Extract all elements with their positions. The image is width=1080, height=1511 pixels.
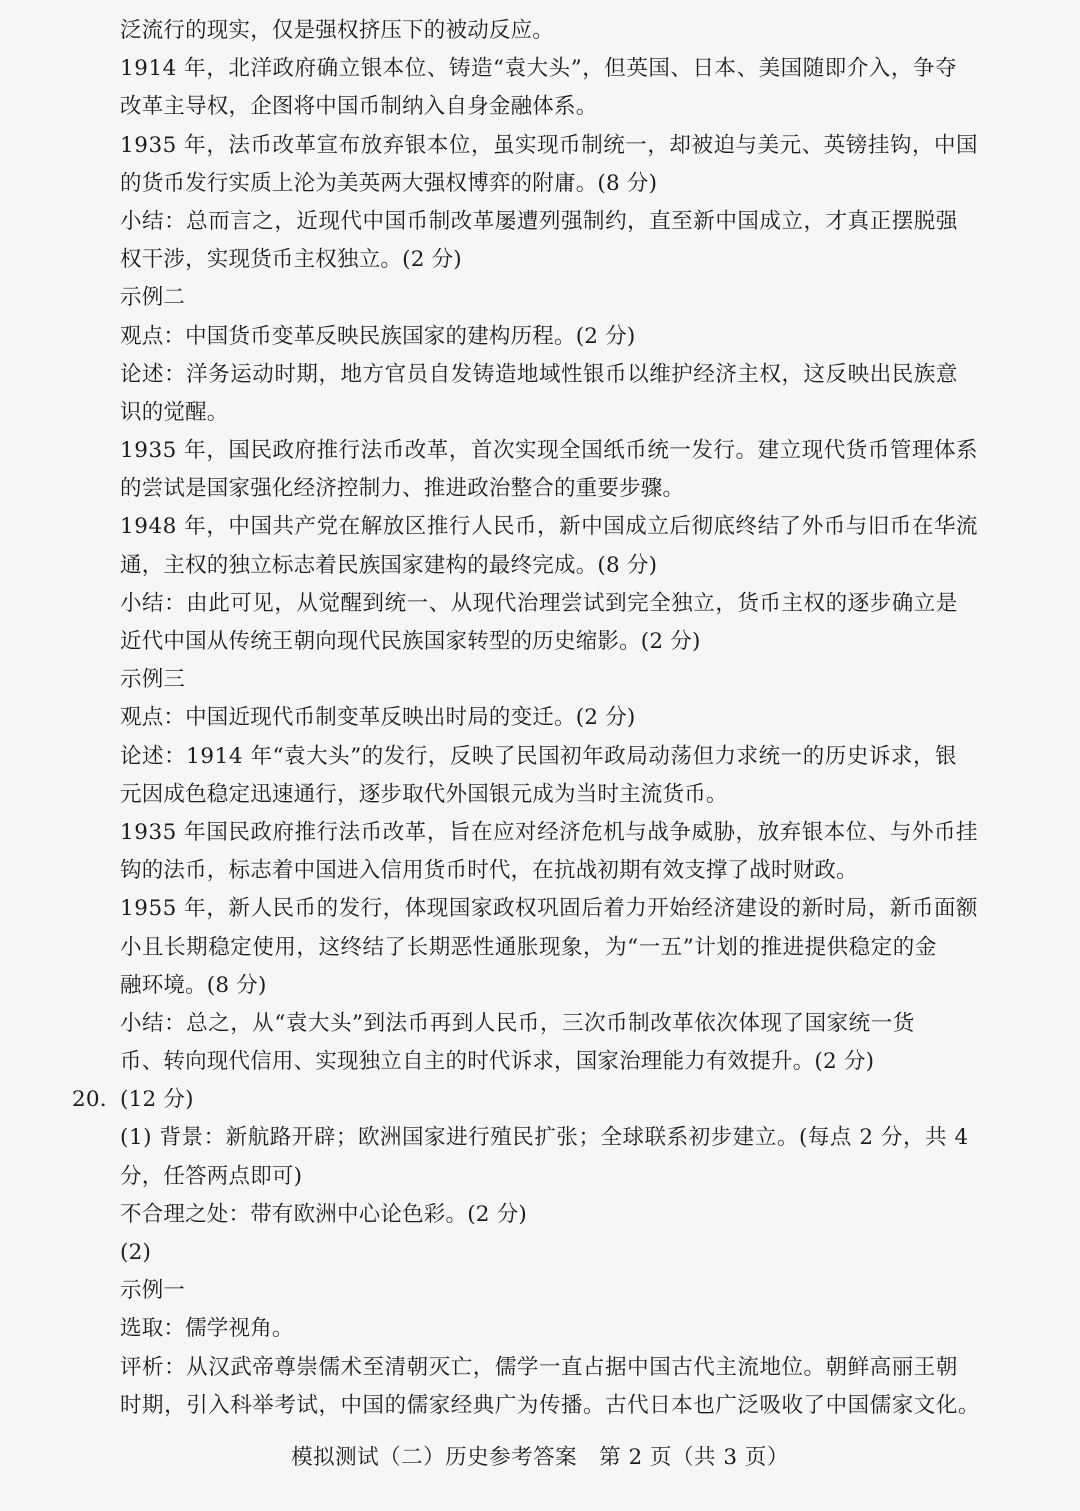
text-line: (1) 背景：新航路开辟；欧洲国家进行殖民扩张；全球联系初步建立。(每点 2 分，共 4 <box>120 1125 969 1151</box>
text-line: 观点：中国近现代币制变革反映出时局的变迁。(2 分) <box>120 705 636 731</box>
text-line: 1914 年，北洋政府确立银本位、铸造“袁大头”，但英国、日本、美国随即介入，争夺 <box>120 56 958 82</box>
text-line: 论述：洋务运动时期，地方官员自发铸造地域性银币以维护经济主权，这反映出民族意 <box>120 361 958 387</box>
text-line: 小结：由此可见，从觉醒到统一、从现代治理尝试到完全独立，货币主权的逐步确立是 <box>120 590 958 616</box>
text-line: 1935 年国民政府推行法币改革，旨在应对经济危机与战争威胁，放弃银本位、与外币挂 <box>120 819 979 845</box>
text-line: 币、转向现代信用、实现独立自主的时代诉求，国家治理能力有效提升。(2 分) <box>120 1049 875 1075</box>
text-line: 的货币发行实质上沦为美英两大强权博弈的附庸。(8 分) <box>120 170 658 196</box>
text-line: 改革主导权，企图将中国币制纳入自身金融体系。 <box>120 94 598 120</box>
text-line: 论述：1914 年“袁大头”的发行，反映了民国初年政局动荡但力求统一的历史诉求，银 <box>120 743 958 769</box>
question-score: (12 分) <box>120 1087 194 1113</box>
text-line: 1935 年，国民政府推行法币改革，首次实现全国纸币统一发行。建立现代货币管理体系 <box>120 438 979 464</box>
text-line: 小且长期稳定使用，这终结了长期恶性通胀现象，为“一五”计划的推进提供稳定的金 <box>120 934 937 960</box>
text-line: 的尝试是国家强化经济控制力、推进政治整合的重要步骤。 <box>120 476 685 502</box>
text-line: 观点：中国货币变革反映民族国家的建构历程。(2 分) <box>120 323 636 349</box>
text-line: 泛流行的现实，仅是强权挤压下的被动反应。 <box>120 18 555 43</box>
example-heading: 示例二 <box>120 285 186 311</box>
example-heading: 示例一 <box>120 1278 186 1304</box>
question-20-header <box>0 1081 1080 1119</box>
text-line: 小结：总之，从“袁大头”到法币再到人民币，三次币制改革依次体现了国家统一货 <box>120 1010 915 1036</box>
text-line: 元因成色稳定迅速通行，逐步取代外国银元成为当时主流货币。 <box>120 781 728 807</box>
answer-body <box>0 12 1080 1425</box>
text-line: 选取：儒学视角。 <box>120 1316 294 1342</box>
text-line: 不合理之处：带有欧洲中心论色彩。(2 分) <box>120 1201 527 1227</box>
question-number: 20. <box>72 1087 107 1113</box>
text-line: 近代中国从传统王朝向现代民族国家转型的历史缩影。(2 分) <box>120 629 701 654</box>
text-line: 1935 年，法币改革宣布放弃银本位，虽实现币制统一，却被迫与美元、英镑挂钩，中国 <box>120 132 979 158</box>
text-line: (2) <box>120 1240 152 1265</box>
text-line: 评析：从汉武帝尊崇儒术至清朝灭亡，儒学一直占据中国古代主流地位。朝鲜高丽王朝 <box>120 1354 958 1380</box>
text-line: 1955 年，新人民币的发行，体现国家政权巩固后着力开始经济建设的新时局，新币面额 <box>120 896 979 922</box>
text-line: 识的觉醒。 <box>120 399 229 425</box>
text-line: 时期，引入科举考试，中国的儒家经典广为传播。古代日本也广泛吸收了中国儒家文化。 <box>120 1392 980 1418</box>
text-line: 分，任答两点即可) <box>120 1163 303 1189</box>
text-line: 融环境。(8 分) <box>120 972 267 998</box>
example-heading: 示例三 <box>120 667 186 693</box>
page-footer: 模拟测试（二）历史参考答案 第 2 页（共 3 页） <box>291 1445 789 1470</box>
text-line: 权干涉，实现货币主权独立。(2 分) <box>120 247 462 273</box>
text-line: 通，主权的独立标志着民族国家建构的最终完成。(8 分) <box>120 552 658 578</box>
text-line: 钩的法币，标志着中国进入信用货币时代，在抗战初期有效支撑了战时财政。 <box>120 858 858 884</box>
text-line: 1948 年，中国共产党在解放区推行人民币，新中国成立后彻底终结了外币与旧币在华流 <box>120 514 979 540</box>
text-line: 小结：总而言之，近现代中国币制改革屡遭列强制约，直至新中国成立，才真正摆脱强 <box>120 208 958 234</box>
